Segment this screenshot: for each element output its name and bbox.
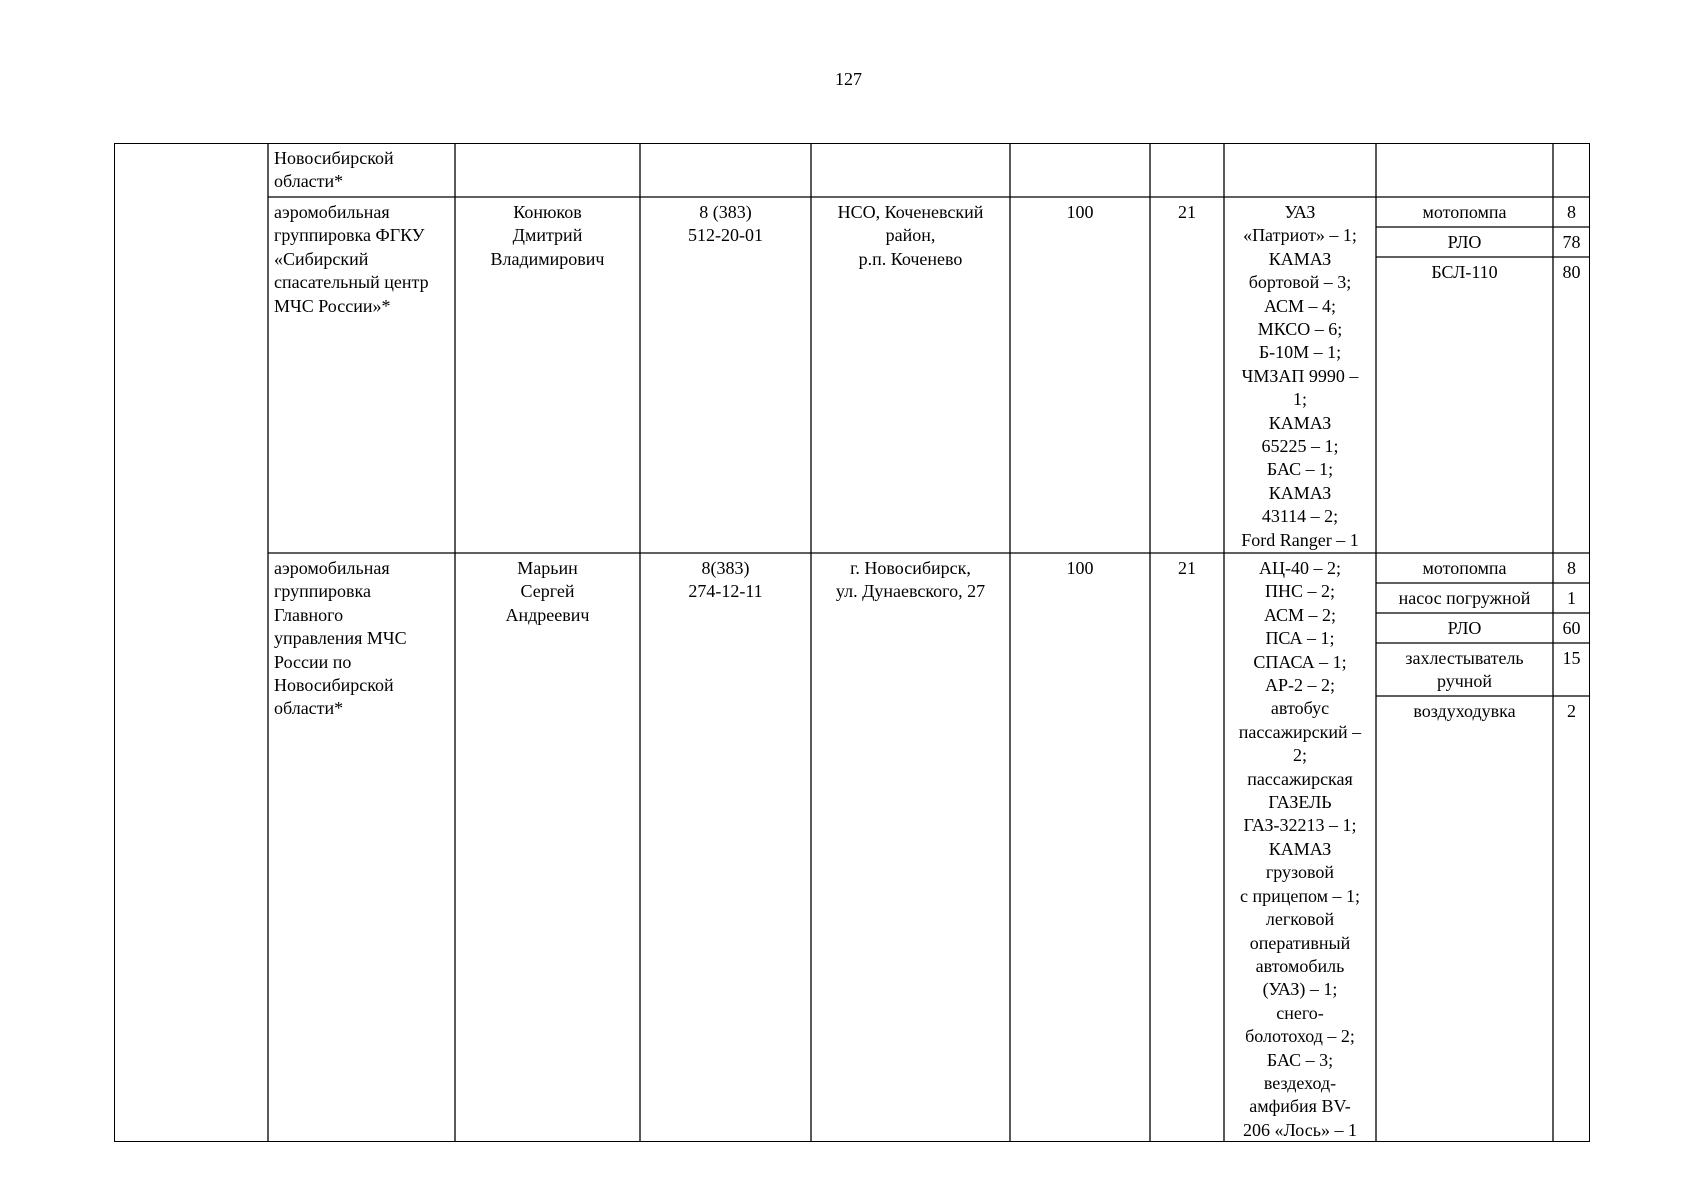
row-1-col5: 100 xyxy=(1066,202,1094,222)
row-2-head: Марьин Сергей Андреевич xyxy=(505,558,590,625)
row-2-equipment-1-qty: 1 xyxy=(1567,588,1576,608)
row-1-equipment-0-name: мотопомпа xyxy=(1422,202,1507,222)
row-2-address: г. Новосибирск, ул. Дунаевского, 27 xyxy=(835,558,986,602)
row-2-col5: 100 xyxy=(1066,558,1094,578)
row-1-equipment-0-qty: 8 xyxy=(1567,202,1576,222)
row-2-vehicles: АЦ-40 – 2; ПНС – 2; АСМ – 2; ПСА – 1; СПАСА – 1; АР-2 – 2; автобус пассажирский – 2; пассажирская ГАЗЕЛЬ ГАЗ-32213 – 1; КАМАЗ грузовой с прицепом – 1; легковой оперативный автомобиль (УАЗ) – 1; снего- болотоход – 2; БАС – 3; вездеход- амфибия BV- 206 «Лось» – 1 xyxy=(1238,558,1362,1140)
row-1-equipment-2-name: БСЛ-110 xyxy=(1431,262,1498,282)
row-2-equipment-2-qty: 60 xyxy=(1562,618,1581,638)
row-2-name: аэромобильная группировка Главного управления МЧС России по Новосибирской области* xyxy=(274,558,407,719)
row-2-col6: 21 xyxy=(1178,558,1196,578)
page-number: 127 xyxy=(835,69,862,89)
row-2-equipment-0-qty: 8 xyxy=(1567,558,1576,578)
data-table xyxy=(114,143,1590,1142)
row-2-phone: 8(383) 274-12-11 xyxy=(688,558,763,602)
row-2-equipment-3-name: захлестыватель ручной xyxy=(1405,648,1524,692)
row-2-equipment-4-name: воздуходувка xyxy=(1413,701,1516,721)
row-2-equipment-1-name: насос погружной xyxy=(1398,588,1531,608)
row-1-head: Конюков Дмитрий Владимирович xyxy=(490,202,605,269)
row-2-equipment-4-qty: 2 xyxy=(1567,701,1576,721)
row-2-equipment-0-name: мотопомпа xyxy=(1422,558,1507,578)
row-1-phone: 8 (383) 512-20-01 xyxy=(688,202,763,246)
row-0-name: Новосибирской области* xyxy=(274,148,394,192)
row-2-equipment-3-qty: 15 xyxy=(1562,648,1581,668)
row-1-vehicles: УАЗ «Патриот» – 1; КАМАЗ бортовой – 3; АСМ – 4; МКСО – 6; Б-10М – 1; ЧМЗАП 9990 – 1; КАМАЗ 65225 – 1; БАС – 1; КАМАЗ 43114 – 2; Ford Ranger – 1 xyxy=(1241,202,1359,550)
row-1-address: НСО, Коченевский район, р.п. Коченево xyxy=(837,202,984,269)
row-1-col6: 21 xyxy=(1178,202,1196,222)
row-1-equipment-2-qty: 80 xyxy=(1562,262,1581,282)
row-1-equipment-1-name: РЛО xyxy=(1447,232,1482,252)
row-1-name: аэромобильная группировка ФГКУ «Сибирский спасательный центр МЧС России»* xyxy=(274,202,429,316)
row-1-equipment-1-qty: 78 xyxy=(1562,232,1581,252)
row-2-equipment-2-name: РЛО xyxy=(1447,618,1482,638)
